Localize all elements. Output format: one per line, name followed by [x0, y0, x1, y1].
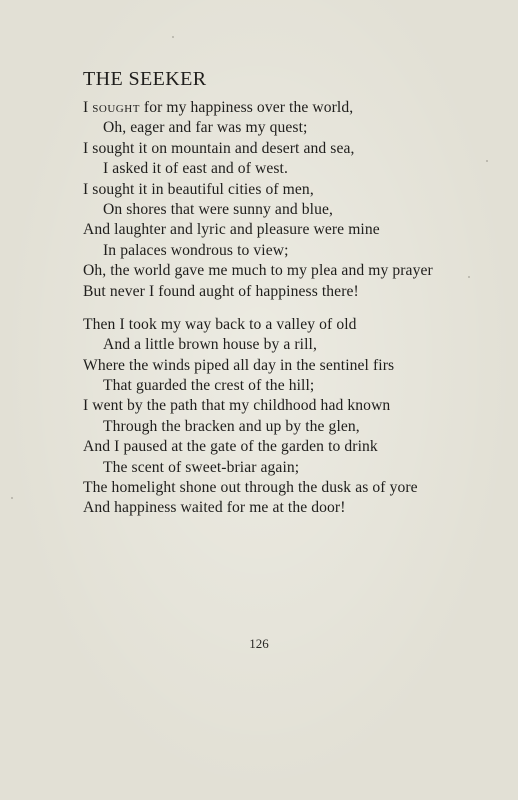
poem-line: The scent of sweet-briar again;	[103, 458, 300, 476]
line-text: for my happiness over the world,	[139, 99, 354, 116]
poem-line: And I paused at the gate of the garden to drink	[83, 438, 378, 456]
poem-line: The homelight shone out through the dusk as of yore	[83, 479, 418, 497]
poem-line: I asked it of east and of west.	[103, 160, 288, 178]
poem-line: I sought it on mountain and desert and sea,	[83, 139, 355, 157]
poem-line: On shores that were sunny and blue,	[103, 200, 333, 218]
poem-title: THE SEEKER	[83, 68, 207, 90]
poem-line: And laughter and lyric and pleasure were mine	[83, 221, 380, 239]
poem-line: Through the bracken and up by the glen,	[103, 417, 360, 435]
small-caps-word: sought	[92, 99, 140, 116]
paper-speck	[172, 36, 174, 38]
poem-line: But never I found aught of happiness there!	[83, 282, 359, 300]
poem-line: In palaces wondrous to view;	[103, 241, 289, 259]
poem-line: That guarded the crest of the hill;	[103, 377, 315, 395]
stanza	[83, 315, 513, 519]
stanza	[83, 98, 513, 302]
poem-line: And happiness waited for me at the door!	[83, 499, 346, 517]
paper-speck	[11, 497, 13, 499]
poem-line: Where the winds piped all day in the sentinel firs	[83, 356, 395, 374]
poem-body	[83, 98, 513, 519]
poem-line	[83, 98, 513, 118]
poem-line: I went by the path that my childhood had known	[83, 397, 391, 415]
poem-line: I sought it in beautiful cities of men,	[83, 180, 314, 198]
page-number: 126	[249, 636, 269, 651]
poem-line: And a little brown house by a rill,	[103, 336, 317, 354]
poem-line: Oh, the world gave me much to my plea and my prayer	[83, 262, 433, 280]
line-lead: I	[83, 99, 93, 116]
poem-line: Then I took my way back to a valley of old	[83, 315, 357, 333]
poem-line: Oh, eager and far was my quest;	[103, 119, 308, 137]
